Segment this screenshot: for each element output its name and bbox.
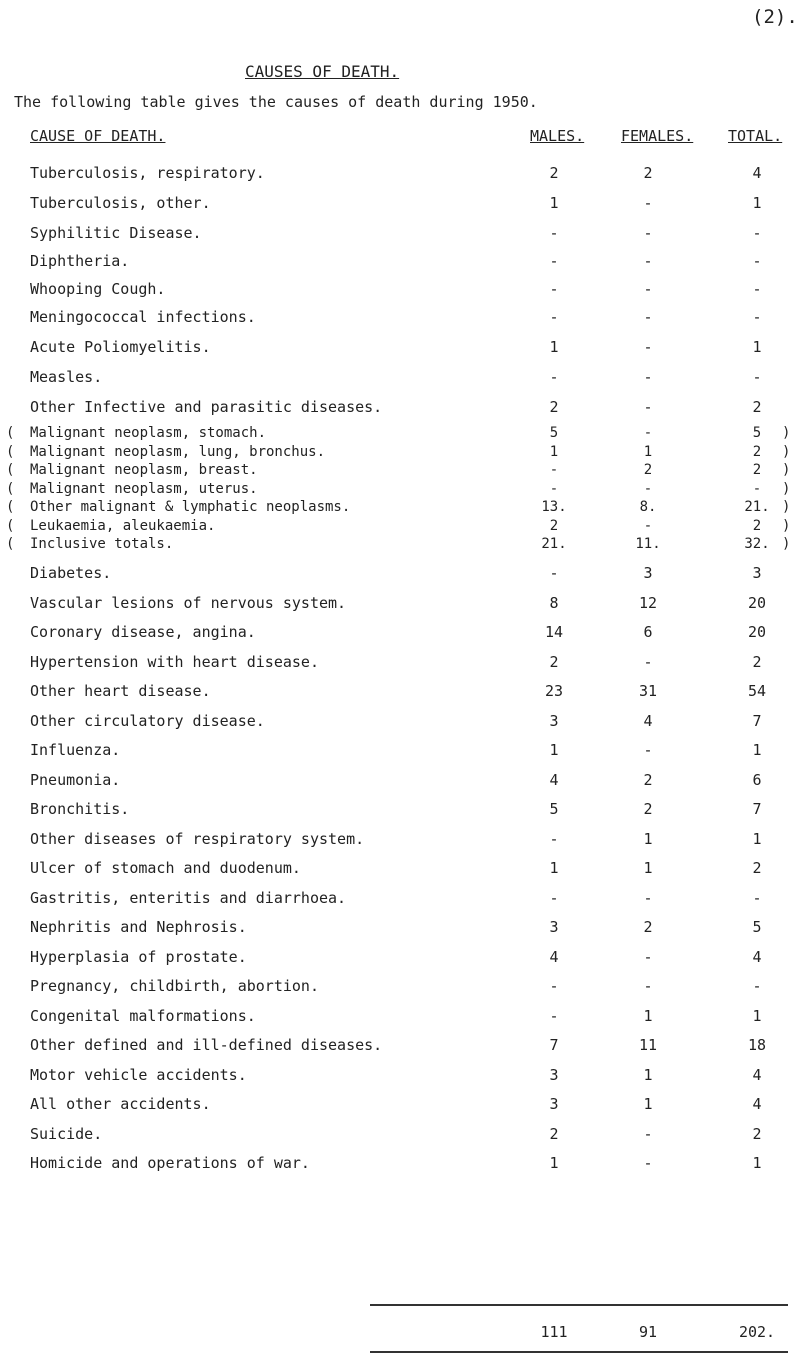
cause-cell: Syphilitic Disease. bbox=[30, 224, 202, 242]
total-cell: 32. bbox=[744, 536, 770, 552]
cause-cell: Malignant neoplasm, uterus. bbox=[30, 480, 258, 497]
cause-cell: Nephritis and Nephrosis. bbox=[30, 918, 247, 936]
males-cell: - bbox=[549, 829, 559, 848]
females-cell: - bbox=[643, 398, 653, 416]
total-cell: - bbox=[752, 280, 762, 298]
table-row bbox=[0, 653, 800, 675]
cause-cell: Acute Poliomyelitis. bbox=[30, 338, 211, 356]
bracket-right: ) bbox=[782, 462, 791, 478]
total-cell: 4 bbox=[752, 1095, 762, 1113]
table-row bbox=[0, 398, 800, 420]
table-row bbox=[0, 1007, 800, 1029]
females-cell: - bbox=[643, 480, 653, 497]
table-row bbox=[0, 308, 800, 330]
total-cell: - bbox=[752, 368, 762, 386]
cause-cell: Other defined and ill-defined diseases. bbox=[30, 1036, 383, 1054]
table-row bbox=[0, 338, 800, 360]
females-cell: - bbox=[643, 252, 653, 270]
males-cell: - bbox=[549, 462, 559, 478]
total-cell: 20 bbox=[747, 593, 767, 612]
cause-cell: Ulcer of stomach and duodenum. bbox=[30, 859, 301, 877]
females-cell: 2 bbox=[643, 918, 653, 936]
table-row bbox=[0, 1066, 800, 1088]
males-cell: 2 bbox=[549, 398, 559, 416]
neoplasm-row bbox=[0, 536, 800, 558]
males-cell: 5 bbox=[549, 425, 559, 441]
females-cell: 31 bbox=[638, 682, 658, 700]
females-cell: - bbox=[643, 652, 653, 671]
cause-cell: Malignant neoplasm, breast. bbox=[30, 462, 258, 478]
total-cell: 1 bbox=[752, 194, 762, 212]
table-row bbox=[0, 830, 800, 852]
cause-cell: Pregnancy, childbirth, abortion. bbox=[30, 977, 319, 995]
males-cell: 23 bbox=[544, 682, 564, 700]
females-cell: - bbox=[643, 425, 653, 441]
cause-cell: Tuberculosis, respiratory. bbox=[30, 164, 265, 182]
cause-cell: Other heart disease. bbox=[30, 682, 211, 700]
table-row bbox=[0, 918, 800, 940]
total-cell: 6 bbox=[752, 770, 762, 789]
bracket-left: ( bbox=[6, 462, 15, 478]
males-cell: - bbox=[549, 1006, 559, 1025]
females-cell: 1 bbox=[643, 1006, 653, 1025]
males-cell: 1 bbox=[549, 741, 559, 759]
total-cell: 2 bbox=[752, 517, 762, 534]
total-cell: 1 bbox=[752, 338, 762, 356]
table-row bbox=[0, 741, 800, 763]
cause-cell: Other circulatory disease. bbox=[30, 711, 265, 730]
males-cell: - bbox=[549, 280, 559, 298]
total-cell: 7 bbox=[752, 711, 762, 730]
cause-cell: Tuberculosis, other. bbox=[30, 194, 211, 212]
heading-text: CAUSES OF DEATH. bbox=[245, 62, 400, 81]
cause-cell: Hypertension with heart disease. bbox=[30, 652, 319, 671]
males-cell: - bbox=[549, 224, 559, 242]
total-cell: 1 bbox=[752, 1006, 762, 1025]
females-cell: 1 bbox=[643, 1065, 653, 1084]
total-males: 111 bbox=[540, 1323, 568, 1341]
column-header-total: TOTAL. bbox=[728, 127, 783, 145]
males-cell: - bbox=[549, 368, 559, 386]
males-cell: 1 bbox=[549, 1154, 559, 1172]
table-row bbox=[0, 1095, 800, 1117]
total-cell: - bbox=[752, 224, 762, 242]
cause-cell: Suicide. bbox=[30, 1124, 103, 1143]
table-row bbox=[0, 164, 800, 186]
bracket-left: ( bbox=[6, 443, 15, 460]
total-cell: 5 bbox=[752, 918, 762, 936]
females-cell: 2 bbox=[643, 770, 653, 789]
page-number: (2). bbox=[752, 6, 798, 28]
cause-cell: Homicide and operations of war. bbox=[30, 1154, 310, 1172]
total-cell: 2 bbox=[752, 1124, 762, 1143]
table-row bbox=[0, 623, 800, 645]
males-cell: 7 bbox=[549, 1036, 559, 1054]
total-cell: 2 bbox=[752, 652, 762, 671]
males-cell: 2 bbox=[549, 164, 559, 182]
cause-cell: Other Infective and parasitic diseases. bbox=[30, 398, 383, 416]
females-cell: 1 bbox=[643, 829, 653, 848]
females-cell: - bbox=[643, 517, 653, 534]
total-cell: 4 bbox=[752, 1065, 762, 1084]
males-cell: 3 bbox=[549, 1065, 559, 1084]
table-row bbox=[0, 224, 800, 246]
total-cell: 7 bbox=[752, 800, 762, 818]
females-cell: 1 bbox=[643, 1095, 653, 1113]
cause-cell: Congenital malformations. bbox=[30, 1006, 256, 1025]
cause-cell: Diphtheria. bbox=[30, 252, 130, 270]
table-row bbox=[0, 564, 800, 586]
bracket-left: ( bbox=[6, 517, 15, 534]
bracket-right: ) bbox=[782, 536, 791, 552]
table-row bbox=[0, 594, 800, 616]
cause-cell: Influenza. bbox=[30, 741, 121, 759]
column-header-cause: CAUSE OF DEATH. bbox=[30, 127, 166, 145]
cause-cell: Diabetes. bbox=[30, 564, 112, 582]
females-cell: - bbox=[643, 224, 653, 242]
table-row bbox=[0, 889, 800, 911]
males-cell: 1 bbox=[549, 338, 559, 356]
total-cell: 5 bbox=[752, 425, 762, 441]
females-cell: 2 bbox=[643, 164, 653, 182]
females-cell: 4 bbox=[643, 711, 653, 730]
bracket-left: ( bbox=[6, 499, 15, 515]
males-cell: - bbox=[549, 977, 559, 995]
males-cell: - bbox=[549, 252, 559, 270]
bracket-right: ) bbox=[782, 425, 791, 441]
males-cell: - bbox=[549, 480, 559, 497]
bracket-right: ) bbox=[782, 480, 791, 497]
total-cell: 54 bbox=[747, 682, 767, 700]
females-cell: - bbox=[643, 280, 653, 298]
total-cell: - bbox=[752, 480, 762, 497]
cause-cell: Other diseases of respiratory system. bbox=[30, 829, 365, 848]
cause-cell: Coronary disease, angina. bbox=[30, 623, 256, 641]
table-row bbox=[0, 771, 800, 793]
table-row bbox=[0, 252, 800, 274]
females-cell: - bbox=[643, 1154, 653, 1172]
total-cell: 21. bbox=[744, 499, 770, 515]
total-cell: 18 bbox=[747, 1036, 767, 1054]
table-row bbox=[0, 977, 800, 999]
bracket-left: ( bbox=[6, 425, 15, 441]
males-cell: 1 bbox=[549, 859, 559, 877]
males-cell: - bbox=[549, 308, 559, 326]
females-cell: 1 bbox=[643, 443, 653, 460]
cause-cell: Motor vehicle accidents. bbox=[30, 1065, 247, 1084]
cause-cell: Gastritis, enteritis and diarrhoea. bbox=[30, 888, 347, 907]
females-cell: - bbox=[643, 338, 653, 356]
males-cell: 21. bbox=[541, 536, 567, 552]
males-cell: 1 bbox=[549, 194, 559, 212]
cause-cell: Meningococcal infections. bbox=[30, 308, 256, 326]
females-cell: 11. bbox=[635, 536, 661, 552]
total-rule-top bbox=[370, 1304, 788, 1306]
bracket-left: ( bbox=[6, 536, 15, 552]
females-cell: - bbox=[643, 368, 653, 386]
total-cell: - bbox=[752, 977, 762, 995]
total-cell: 4 bbox=[752, 947, 762, 966]
males-cell: 3 bbox=[549, 711, 559, 730]
table-row bbox=[0, 859, 800, 881]
table-row bbox=[0, 712, 800, 734]
total-cell: 3 bbox=[752, 564, 762, 582]
total-cell: 2 bbox=[752, 443, 762, 460]
males-cell: 1 bbox=[549, 443, 559, 460]
total-all: 202. bbox=[738, 1323, 776, 1341]
cause-cell: Malignant neoplasm, lung, bronchus. bbox=[30, 443, 326, 460]
total-cell: - bbox=[752, 888, 762, 907]
males-cell: 2 bbox=[549, 517, 559, 534]
total-cell: 2 bbox=[752, 398, 762, 416]
table-row bbox=[0, 800, 800, 822]
males-cell: 2 bbox=[549, 652, 559, 671]
total-cell: 20 bbox=[747, 623, 767, 641]
females-cell: 2 bbox=[643, 462, 653, 478]
table-row bbox=[0, 194, 800, 216]
cause-cell: Whooping Cough. bbox=[30, 280, 166, 298]
females-cell: - bbox=[643, 977, 653, 995]
bracket-right: ) bbox=[782, 499, 791, 515]
cause-cell: Inclusive totals. bbox=[30, 536, 174, 552]
table-row bbox=[0, 682, 800, 704]
intro-text: The following table gives the causes of death during 1950. bbox=[14, 93, 538, 111]
cause-cell: Malignant neoplasm, stomach. bbox=[30, 425, 267, 441]
total-cell: 4 bbox=[752, 164, 762, 182]
total-cell: - bbox=[752, 308, 762, 326]
females-cell: 2 bbox=[643, 800, 653, 818]
total-cell: 1 bbox=[752, 741, 762, 759]
females-cell: - bbox=[643, 888, 653, 907]
cause-cell: Other malignant & lymphatic neoplasms. bbox=[30, 499, 351, 515]
total-females: 91 bbox=[638, 1323, 658, 1341]
table-row bbox=[0, 948, 800, 970]
females-cell: - bbox=[643, 947, 653, 966]
total-cell: - bbox=[752, 252, 762, 270]
males-cell: 5 bbox=[549, 800, 559, 818]
males-cell: 3 bbox=[549, 1095, 559, 1113]
males-cell: - bbox=[549, 888, 559, 907]
females-cell: - bbox=[643, 308, 653, 326]
females-cell: - bbox=[643, 1124, 653, 1143]
table-row bbox=[0, 1036, 800, 1058]
table-row bbox=[0, 280, 800, 302]
females-cell: - bbox=[643, 741, 653, 759]
females-cell: 8. bbox=[639, 499, 657, 515]
column-header-females: FEMALES. bbox=[621, 127, 694, 145]
cause-cell: Leukaemia, aleukaemia. bbox=[30, 517, 216, 534]
cause-cell: Measles. bbox=[30, 368, 103, 386]
females-cell: 1 bbox=[643, 859, 653, 877]
males-cell: - bbox=[549, 564, 559, 582]
males-cell: 2 bbox=[549, 1124, 559, 1143]
males-cell: 4 bbox=[549, 947, 559, 966]
total-cell: 2 bbox=[752, 462, 762, 478]
females-cell: 3 bbox=[643, 564, 653, 582]
cause-cell: All other accidents. bbox=[30, 1095, 211, 1113]
cause-cell: Hyperplasia of prostate. bbox=[30, 947, 247, 966]
males-cell: 4 bbox=[549, 770, 559, 789]
total-rule-bottom bbox=[370, 1351, 788, 1353]
males-cell: 14 bbox=[544, 623, 564, 641]
total-cell: 1 bbox=[752, 829, 762, 848]
cause-cell: Vascular lesions of nervous system. bbox=[30, 593, 347, 612]
bracket-right: ) bbox=[782, 443, 791, 460]
cause-cell: Pneumonia. bbox=[30, 770, 121, 789]
females-cell: 6 bbox=[643, 623, 653, 641]
total-cell: 2 bbox=[752, 859, 762, 877]
table-row bbox=[0, 1125, 800, 1147]
males-cell: 13. bbox=[541, 499, 567, 515]
females-cell: - bbox=[643, 194, 653, 212]
males-cell: 8 bbox=[549, 593, 559, 612]
females-cell: 12 bbox=[638, 593, 658, 612]
bracket-left: ( bbox=[6, 480, 15, 497]
bracket-right: ) bbox=[782, 517, 791, 534]
females-cell: 11 bbox=[638, 1036, 658, 1054]
total-cell: 1 bbox=[752, 1154, 762, 1172]
males-cell: 3 bbox=[549, 918, 559, 936]
column-header-males: MALES. bbox=[530, 127, 585, 145]
cause-cell: Bronchitis. bbox=[30, 800, 130, 818]
table-row bbox=[0, 368, 800, 390]
table-row bbox=[0, 1154, 800, 1176]
